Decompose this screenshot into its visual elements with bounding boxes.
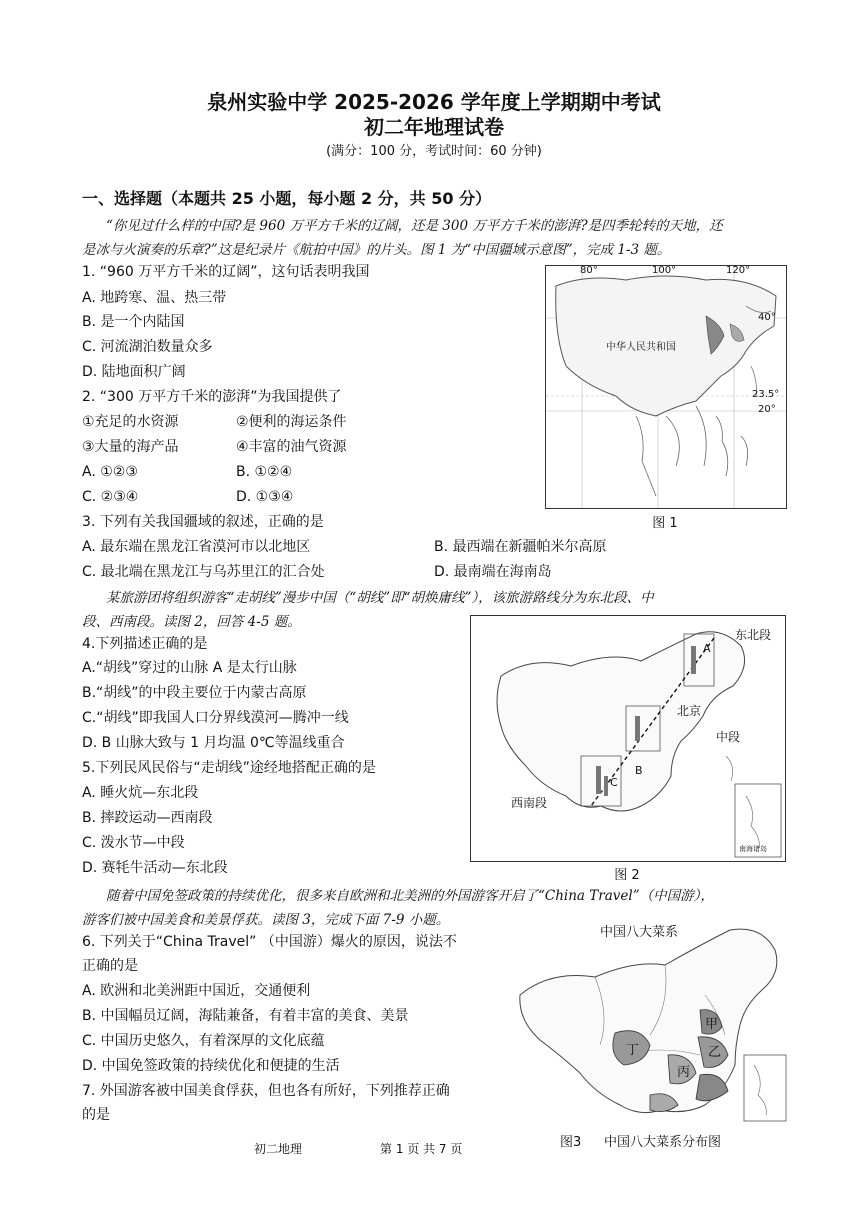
q2-option-b: B. ①②④ <box>236 464 293 480</box>
intro1-line2: 是冰与火演奏的乐章?”这是纪录片《航拍中国》的片头。图 1 为“中国疆域示意图”，完成 1-3 题。 <box>82 242 671 258</box>
q7-stem-line1: 7. 外国游客被中国美食俘获，但也各有所好，下列推荐正确 <box>82 1083 450 1099</box>
q4-stem: 4.下列描述正确的是 <box>82 636 208 652</box>
q2-item-3: ③大量的海产品 <box>82 439 179 455</box>
q2-stem: 2. “300 万平方千米的澎湃”为我国提供了 <box>82 389 342 405</box>
lon-label-100: 100° <box>652 265 677 276</box>
fig3-label-jia: 甲 <box>705 1017 719 1032</box>
q6-stem-line2: 正确的是 <box>82 958 138 974</box>
q7-stem-line2: 的是 <box>82 1107 110 1123</box>
q4-option-a: A.“胡线”穿过的山脉 A 是太行山脉 <box>82 660 297 676</box>
q3-option-b: B. 最西端在新疆帕米尔高原 <box>434 539 607 555</box>
section-heading: 一、选择题（本题共 25 小题，每小题 2 分，共 50 分） <box>82 189 492 208</box>
q3-stem: 3. 下列有关我国疆域的叙述，正确的是 <box>82 514 324 530</box>
footer-page-number: 第 1 页 共 7 页 <box>380 1142 463 1156</box>
figure-2-map <box>470 615 786 862</box>
country-label: 中华人民共和国 <box>606 342 676 353</box>
lat-label-23-5: 23.5° <box>752 389 780 400</box>
q1-option-b: B. 是一个内陆国 <box>82 314 185 330</box>
figure-3-caption-text: 中国八大菜系分布图 <box>604 1135 722 1150</box>
q6-option-d: D. 中国免签政策的持续优化和便捷的生活 <box>82 1058 340 1074</box>
fig3-title: 中国八大菜系 <box>600 925 679 940</box>
intro2-line1: 某旅游团将组织游客“走胡线”漫步中国（“胡线”即“胡焕庸线”），该旅游路线分为东北段、中 <box>106 590 654 606</box>
figure-3-map <box>500 915 790 1131</box>
exam-subtitle: 初二年地理试卷 <box>364 115 504 139</box>
q6-option-b: B. 中国幅员辽阔，海陆兼备，有着丰富的美食、美景 <box>82 1008 409 1024</box>
q2-item-4: ④丰富的油气资源 <box>236 439 347 455</box>
cuisine-map <box>500 915 790 1131</box>
figure-1-map <box>545 265 787 509</box>
fig3-label-bing: 丙 <box>677 1065 691 1080</box>
lat-label-40: 40° <box>758 312 776 323</box>
q5-option-b: B. 摔跤运动—西南段 <box>82 810 213 826</box>
q6-option-a: A. 欧洲和北美洲距中国近，交通便利 <box>82 983 311 999</box>
q5-option-d: D. 赛牦牛活动—东北段 <box>82 860 228 876</box>
q2-option-d: D. ①③④ <box>236 489 294 505</box>
china-territory-map <box>546 266 786 508</box>
fig2-label-middle: 中段 <box>716 730 741 744</box>
q1-option-c: C. 河流湖泊数量众多 <box>82 339 213 355</box>
figure-1-caption: 图 1 <box>652 516 678 531</box>
q5-option-a: A. 睡火炕—东北段 <box>82 785 199 801</box>
intro3-line1: 随着中国免签政策的持续优化，很多来自欧洲和北美洲的外国游客开启了“China Travel”（中国游）， <box>106 888 714 904</box>
q6-stem-line1: 6. 下列关于“China Travel” （中国游）爆火的原因，说法不 <box>82 934 457 950</box>
fig3-label-ding: 丁 <box>626 1043 640 1058</box>
q6-option-c: C. 中国历史悠久，有着深厚的文化底蕴 <box>82 1033 325 1049</box>
fig2-label-a: A <box>703 642 711 655</box>
q4-option-b: B.“胡线”的中段主要位于内蒙古高原 <box>82 685 307 701</box>
q4-option-d: D. B 山脉大致与 1 月均温 0℃等温线重合 <box>82 735 345 751</box>
lon-label-120: 120° <box>726 265 751 276</box>
q2-option-a: A. ①②③ <box>82 464 138 480</box>
footer-subject: 初二地理 <box>254 1142 303 1156</box>
q2-option-c: C. ②③④ <box>82 489 139 505</box>
q1-option-a: A. 地跨寒、温、热三带 <box>82 290 227 306</box>
q3-option-a: A. 最东端在黑龙江省漠河市以北地区 <box>82 539 311 555</box>
lat-label-20: 20° <box>758 404 776 415</box>
q4-option-c: C.“胡线”即我国人口分界线漠河—腾冲一线 <box>82 710 349 726</box>
q3-option-d: D. 最南端在海南岛 <box>434 564 552 580</box>
q1-stem: 1. “960 万平方千米的辽阔”，这句话表明我国 <box>82 264 370 280</box>
fig2-label-northeast: 东北段 <box>735 628 772 642</box>
exam-score-time: (满分：100 分，考试时间：60 分钟) <box>326 144 542 159</box>
fig2-label-beijing: 北京 <box>677 704 702 718</box>
fig2-label-c: C <box>610 776 618 789</box>
fig2-label-southwest: 西南段 <box>511 796 548 810</box>
fig3-label-yi: 乙 <box>708 1045 722 1060</box>
q5-option-c: C. 泼水节—中段 <box>82 835 185 851</box>
fig2-label-inset: 南海诸岛 <box>739 845 767 853</box>
q3-option-c: C. 最北端在黑龙江与乌苏里江的汇合处 <box>82 564 325 580</box>
q1-option-d: D. 陆地面积广阔 <box>82 364 186 380</box>
exam-title: 泉州实验中学 2025-2026 学年度上学期期中考试 <box>207 90 661 114</box>
figure-3-caption-number: 图3 <box>560 1135 582 1150</box>
intro3-line2: 游客们被中国美食和美景俘获。读图 3，完成下面 7-9 小题。 <box>82 912 450 928</box>
fig2-label-b: B <box>635 764 643 777</box>
q2-item-2: ②便利的海运条件 <box>236 414 347 430</box>
intro1-line1: “你见过什么样的中国?是 960 万平方千米的辽阔，还是 300 万平方千米的澎湃?是四季轮转的天地，还 <box>106 218 723 234</box>
figure-2-caption: 图 2 <box>614 868 640 883</box>
intro2-line2: 段、西南段。读图 2，回答 4-5 题。 <box>82 614 301 630</box>
q2-item-1: ①充足的水资源 <box>82 414 179 430</box>
lon-label-80: 80° <box>580 265 598 276</box>
q5-stem: 5.下列民风民俗与“走胡线”途经地搭配正确的是 <box>82 760 376 776</box>
